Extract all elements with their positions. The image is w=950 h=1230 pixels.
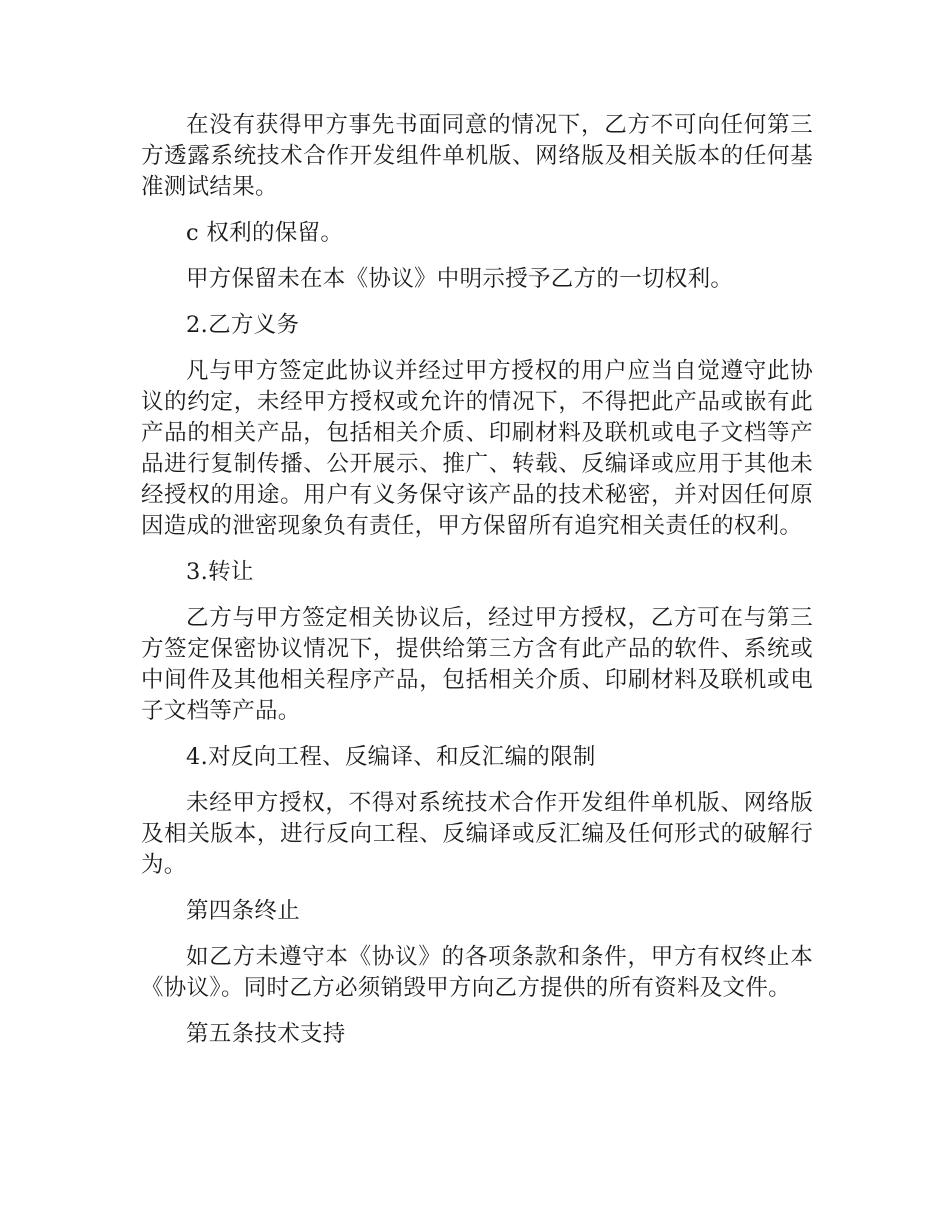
- paragraph-party-b-obligations-heading: 2.乙方义务: [186, 312, 300, 338]
- paragraph-reverse-engineering-heading: 4.对反向工程、反编译、和反汇编的限制: [186, 744, 596, 770]
- paragraph-rights-reserved-heading: c 权利的保留。: [186, 220, 344, 246]
- paragraph-reverse-engineering: 未经甲方授权，不得对系统技术合作开发组件单机版、网络版及相关版本，进行反向工程、反编译或反汇编及任何形式的破解行为。: [141, 790, 813, 878]
- document-body: [141, 110, 813, 1065]
- paragraph-benchmark-disclosure: 在没有获得甲方事先书面同意的情况下，乙方不可向任何第三方透露系统技术合作开发组件单机版、网络版及相关版本的任何基准测试结果。: [141, 112, 813, 200]
- paragraph-transfer-heading: 3.转让: [186, 559, 254, 585]
- paragraph-rights-reserved: 甲方保留未在本《协议》中明示授予乙方的一切权利。: [186, 266, 734, 292]
- paragraph-party-b-obligations: 凡与甲方签定此协议并经过甲方授权的用户应当自觉遵守此协议的约定，未经甲方授权或允许的情况下，不得把此产品或嵌有此产品的相关产品，包括相关介质、印刷材料及联机或电子文档等产品进行复制传播、公开展示、推广、转载、反编译或应用于其他未经授权的用途。用户有义务保守该产品的技术秘密，并对因任何原因造成的泄密现象负有责任，甲方保留所有追究相关责任的权利。: [141, 358, 813, 539]
- paragraph-technical-support-heading: 第五条技术支持: [186, 1021, 346, 1047]
- paragraph-termination: 如乙方未遵守本《协议》的各项条款和条件，甲方有权终止本《协议》。同时乙方必须销毁甲方向乙方提供的所有资料及文件。: [141, 944, 813, 1001]
- paragraph-transfer: 乙方与甲方签定相关协议后，经过甲方授权，乙方可在与第三方签定保密协议情况下，提供给第三方含有此产品的软件、系统或中间件及其他相关程序产品，包括相关介质、印刷材料及联机或电子文档等产品。: [141, 605, 813, 724]
- paragraph-termination-heading: 第四条终止: [186, 898, 301, 924]
